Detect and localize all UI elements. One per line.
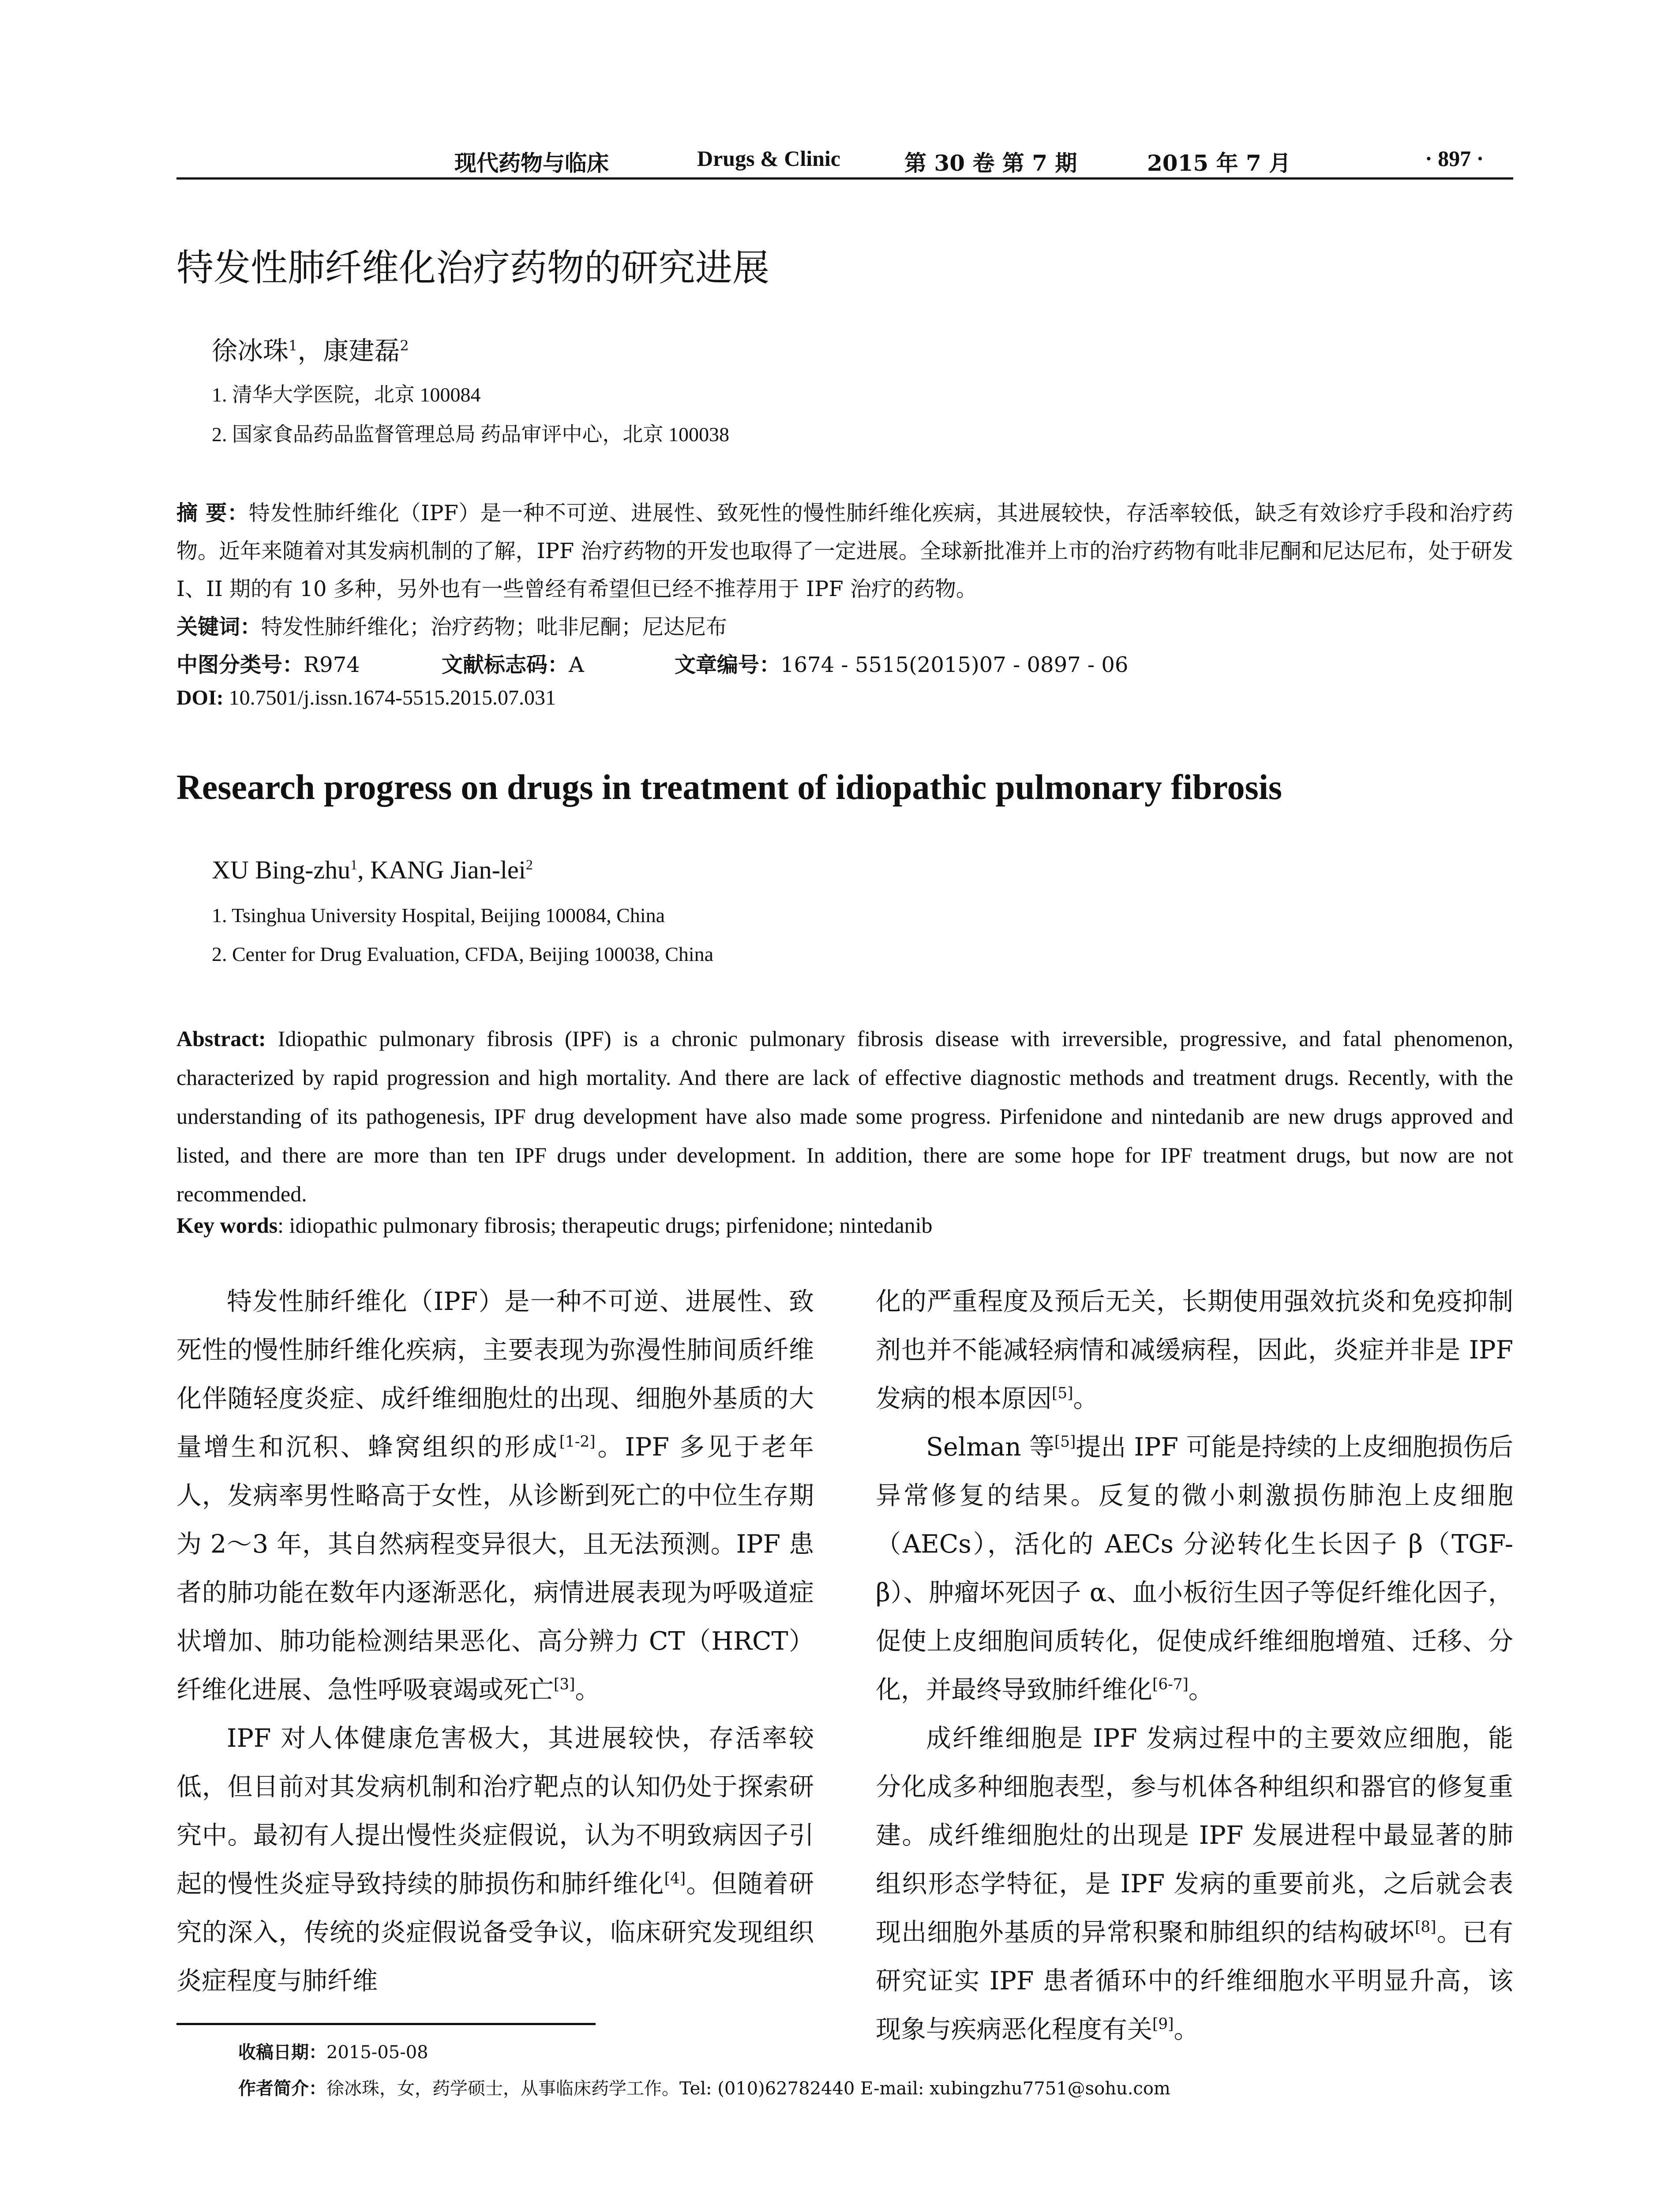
doi-value: 10.7501/j.issn.1674-5515.2015.07.031 (223, 686, 556, 709)
author-2-en-sup: 2 (525, 857, 533, 873)
keywords-cn (176, 610, 727, 640)
keywords-en (176, 1212, 933, 1238)
classification-line (176, 648, 1128, 678)
body-text: 。IPF 多见于老年人，发病率男性略高于女性，从诊断到死亡的中位生存期为 2～3 年，其自然病程变异很大，且无法预测。IPF 患者的肺功能在数年内逐渐恶化，病情进展表现为呼吸道症状增加、肺功能检测结果恶化、高分辨力 CT（HRCT）纤维化进展、急性呼吸衰竭或死亡 (176, 1433, 814, 1704)
footnote-rule (176, 2023, 596, 2025)
author-en-separator: , (357, 855, 371, 884)
body-text: Selman 等 (926, 1433, 1054, 1462)
body-text: 。 (1073, 1384, 1099, 1413)
body-text: 。 (1174, 2015, 1199, 2044)
body-column-left (176, 1277, 814, 2005)
abstract-en-label: Abstract: (176, 1026, 266, 1051)
citation-ref: [5] (1054, 1433, 1076, 1451)
body-text: 特发性肺纤维化（IPF）是一种不可逆、进展性、致死性的慢性肺纤维化疾病，主要表现为弥漫性肺间质纤维化伴随轻度炎症、成纤维细胞灶的出现、细胞外基质的大量增生和沉积、蜂窝组织的形成 (176, 1287, 814, 1462)
doi-label: DOI: (176, 686, 224, 709)
author-2-sup: 2 (400, 337, 409, 354)
citation-ref: [4] (664, 1870, 686, 1887)
body-text: 。 (1188, 1675, 1214, 1704)
citation-ref: [1-2] (559, 1433, 596, 1451)
authors-en (212, 855, 533, 885)
body-paragraph-3 (876, 1423, 1513, 1714)
authors-cn (212, 330, 409, 367)
clc-value: R974 (304, 653, 360, 677)
citation-ref: [9] (1152, 2015, 1174, 2033)
body-text: 。 (575, 1675, 600, 1704)
journal-name-en: Drugs & Clinic (697, 146, 840, 171)
body-text: 。但随着研究的深入，传统的炎症假说备受争议，临床研究发现组织炎症程度与肺纤维 (176, 1869, 814, 1996)
affiliation-en-2: 2. Center for Drug Evaluation, CFDA, Beijing 100038, China (212, 943, 714, 965)
body-text: 化的严重程度及预后无关，长期使用强效抗炎和免疫抑制剂也并不能减轻病情和减缓病程，因此，炎症并非是 IPF 发病的根本原因 (876, 1287, 1513, 1413)
body-column-right (876, 1277, 1513, 2054)
citation-ref: [5] (1052, 1384, 1073, 1402)
body-text: 提出 IPF 可能是持续的上皮细胞损伤后异常修复的结果。反复的微小刺激损伤肺泡上皮细胞（AECs），活化的 AECs 分泌转化生长因子 β（TGF-β）、肿瘤坏死因子 α、血小板衍生因子等促纤维化因子，促使上皮细胞间质转化，促使成纤维细胞增殖、迁移、分化，并最终导致肺纤维化 (876, 1433, 1514, 1704)
body-paragraph-1 (176, 1277, 814, 1714)
page-number: · 897 · (1425, 146, 1484, 171)
author-2-en: KANG Jian-lei (370, 855, 526, 884)
doc-code-value: A (569, 653, 584, 677)
citation-ref: [8] (1415, 1918, 1436, 1936)
author-1-en-sup: 1 (350, 857, 358, 873)
clc-label: 中图分类号： (176, 653, 304, 677)
body-text: 成纤维细胞是 IPF 发病过程中的主要效应细胞，能分化成多种细胞表型，参与机体各种组织和器官的修复重建。成纤维细胞灶的出现是 IPF 发展进程中最显著的肺组织形态学特征，是 IPF 发病的重要前兆，之后就会表现出细胞外基质的异常积聚和肺组织的结构破坏 (876, 1724, 1513, 1947)
author-1-cn: 徐冰珠 (212, 336, 289, 366)
author-2-cn: 康建磊 (323, 336, 400, 366)
keywords-cn-label: 关键词： (176, 615, 262, 639)
author-1-en: XU Bing-zhu (212, 855, 351, 884)
body-paragraph-4 (876, 1714, 1513, 2054)
affiliation-en-1: 1. Tsinghua University Hospital, Beijing 100084, China (212, 904, 665, 927)
keywords-cn-text: 特发性肺纤维化；治疗药物；吡非尼酮；尼达尼布 (261, 615, 728, 639)
volume-issue: 第 30 卷 第 7 期 (904, 150, 1077, 176)
abstract-cn-text: 特发性肺纤维化（IPF）是一种不可逆、进展性、致死性的慢性肺纤维化疾病，其进展较快，存活率较低，缺乏有效诊疗手段和治疗药物。近年来随着对其发病机制的了解，IPF 治疗药物的开发也取得了一定进展。全球新批准并上市的治疗药物有吡非尼酮和尼达尼布，处于研发 I、II 期的有 10 多种，另外也有一些曾经有希望但已经不推荐用于 IPF 治疗的药物。 (176, 501, 1513, 601)
running-header (176, 142, 1513, 180)
body-paragraph-2 (176, 1714, 814, 2005)
issue-date: 2015 年 7 月 (1147, 150, 1291, 176)
received-label: 收稿日期： (238, 2042, 326, 2063)
body-text: IPF 对人体健康危害极大，其进展较快，存活率较低，但目前对其发病机制和治疗靶点的认知仍处于探索研究中。最初有人提出慢性炎症假说，认为不明致病因子引起的慢性炎症导致持续的肺损伤和肺纤维化 (176, 1724, 814, 1898)
author-bio-value: 徐冰珠，女，药学硕士，从事临床药学工作。Tel: (010)62782440 E-mail: xubingzhu7751@sohu.com (326, 2078, 1170, 2099)
abstract-cn-label: 摘 要： (176, 501, 249, 525)
keywords-en-text: : idiopathic pulmonary fibrosis; therapeutic drugs; pirfenidone; nintedanib (278, 1213, 933, 1238)
author-separator: ， (297, 336, 323, 366)
body-text: 。已有研究证实 IPF 患者循环中的纤维细胞水平明显升高，该现象与疾病恶化程度有关 (876, 1918, 1514, 2044)
footnote-received (238, 2038, 428, 2063)
title-cn: 特发性肺纤维化治疗药物的研究进展 (176, 246, 770, 289)
received-value: 2015-05-08 (326, 2042, 428, 2063)
title-en: Research progress on drugs in treatment of idiopathic pulmonary fibrosis (176, 768, 1282, 807)
affiliation-cn-1: 1. 清华大学医院，北京 100084 (212, 383, 481, 406)
author-1-sup: 1 (289, 337, 298, 354)
abstract-cn (176, 494, 1513, 608)
journal-name-cn: 现代药物与临床 (454, 150, 609, 176)
citation-ref: [3] (554, 1676, 575, 1693)
citation-ref: [6-7] (1152, 1676, 1189, 1693)
affiliation-cn-2: 2. 国家食品药品监督管理总局 药品审评中心，北京 100038 (212, 423, 729, 446)
article-number-label: 文章编号： (675, 653, 781, 677)
body-paragraph-2-continued (876, 1277, 1513, 1423)
doi-line (176, 686, 556, 710)
abstract-en (176, 1019, 1513, 1213)
article-number-value: 1674 - 5515(2015)07 - 0897 - 06 (780, 653, 1129, 677)
abstract-en-text: Idiopathic pulmonary fibrosis (IPF) is a chronic pulmonary fibrosis disease with irreversible, progressive, and fatal phenomenon, characterized by rapid progression and high mortality. And there are lack of effective diagnostic methods and treatment drugs. Recently, with the understanding of its pathogenesis, IPF drug development have also made some progress. Pirfenidone and nintedanib are new drugs approved and listed, and there are more than ten IPF drugs under development. In addition, there are some hope for IPF treatment drugs, but now are not recommended. (176, 1026, 1513, 1206)
footnote-author-bio (238, 2075, 1170, 2100)
keywords-en-label: Key words (176, 1213, 278, 1238)
doc-code-label: 文献标志码： (442, 653, 569, 677)
author-bio-label: 作者简介： (238, 2078, 326, 2099)
